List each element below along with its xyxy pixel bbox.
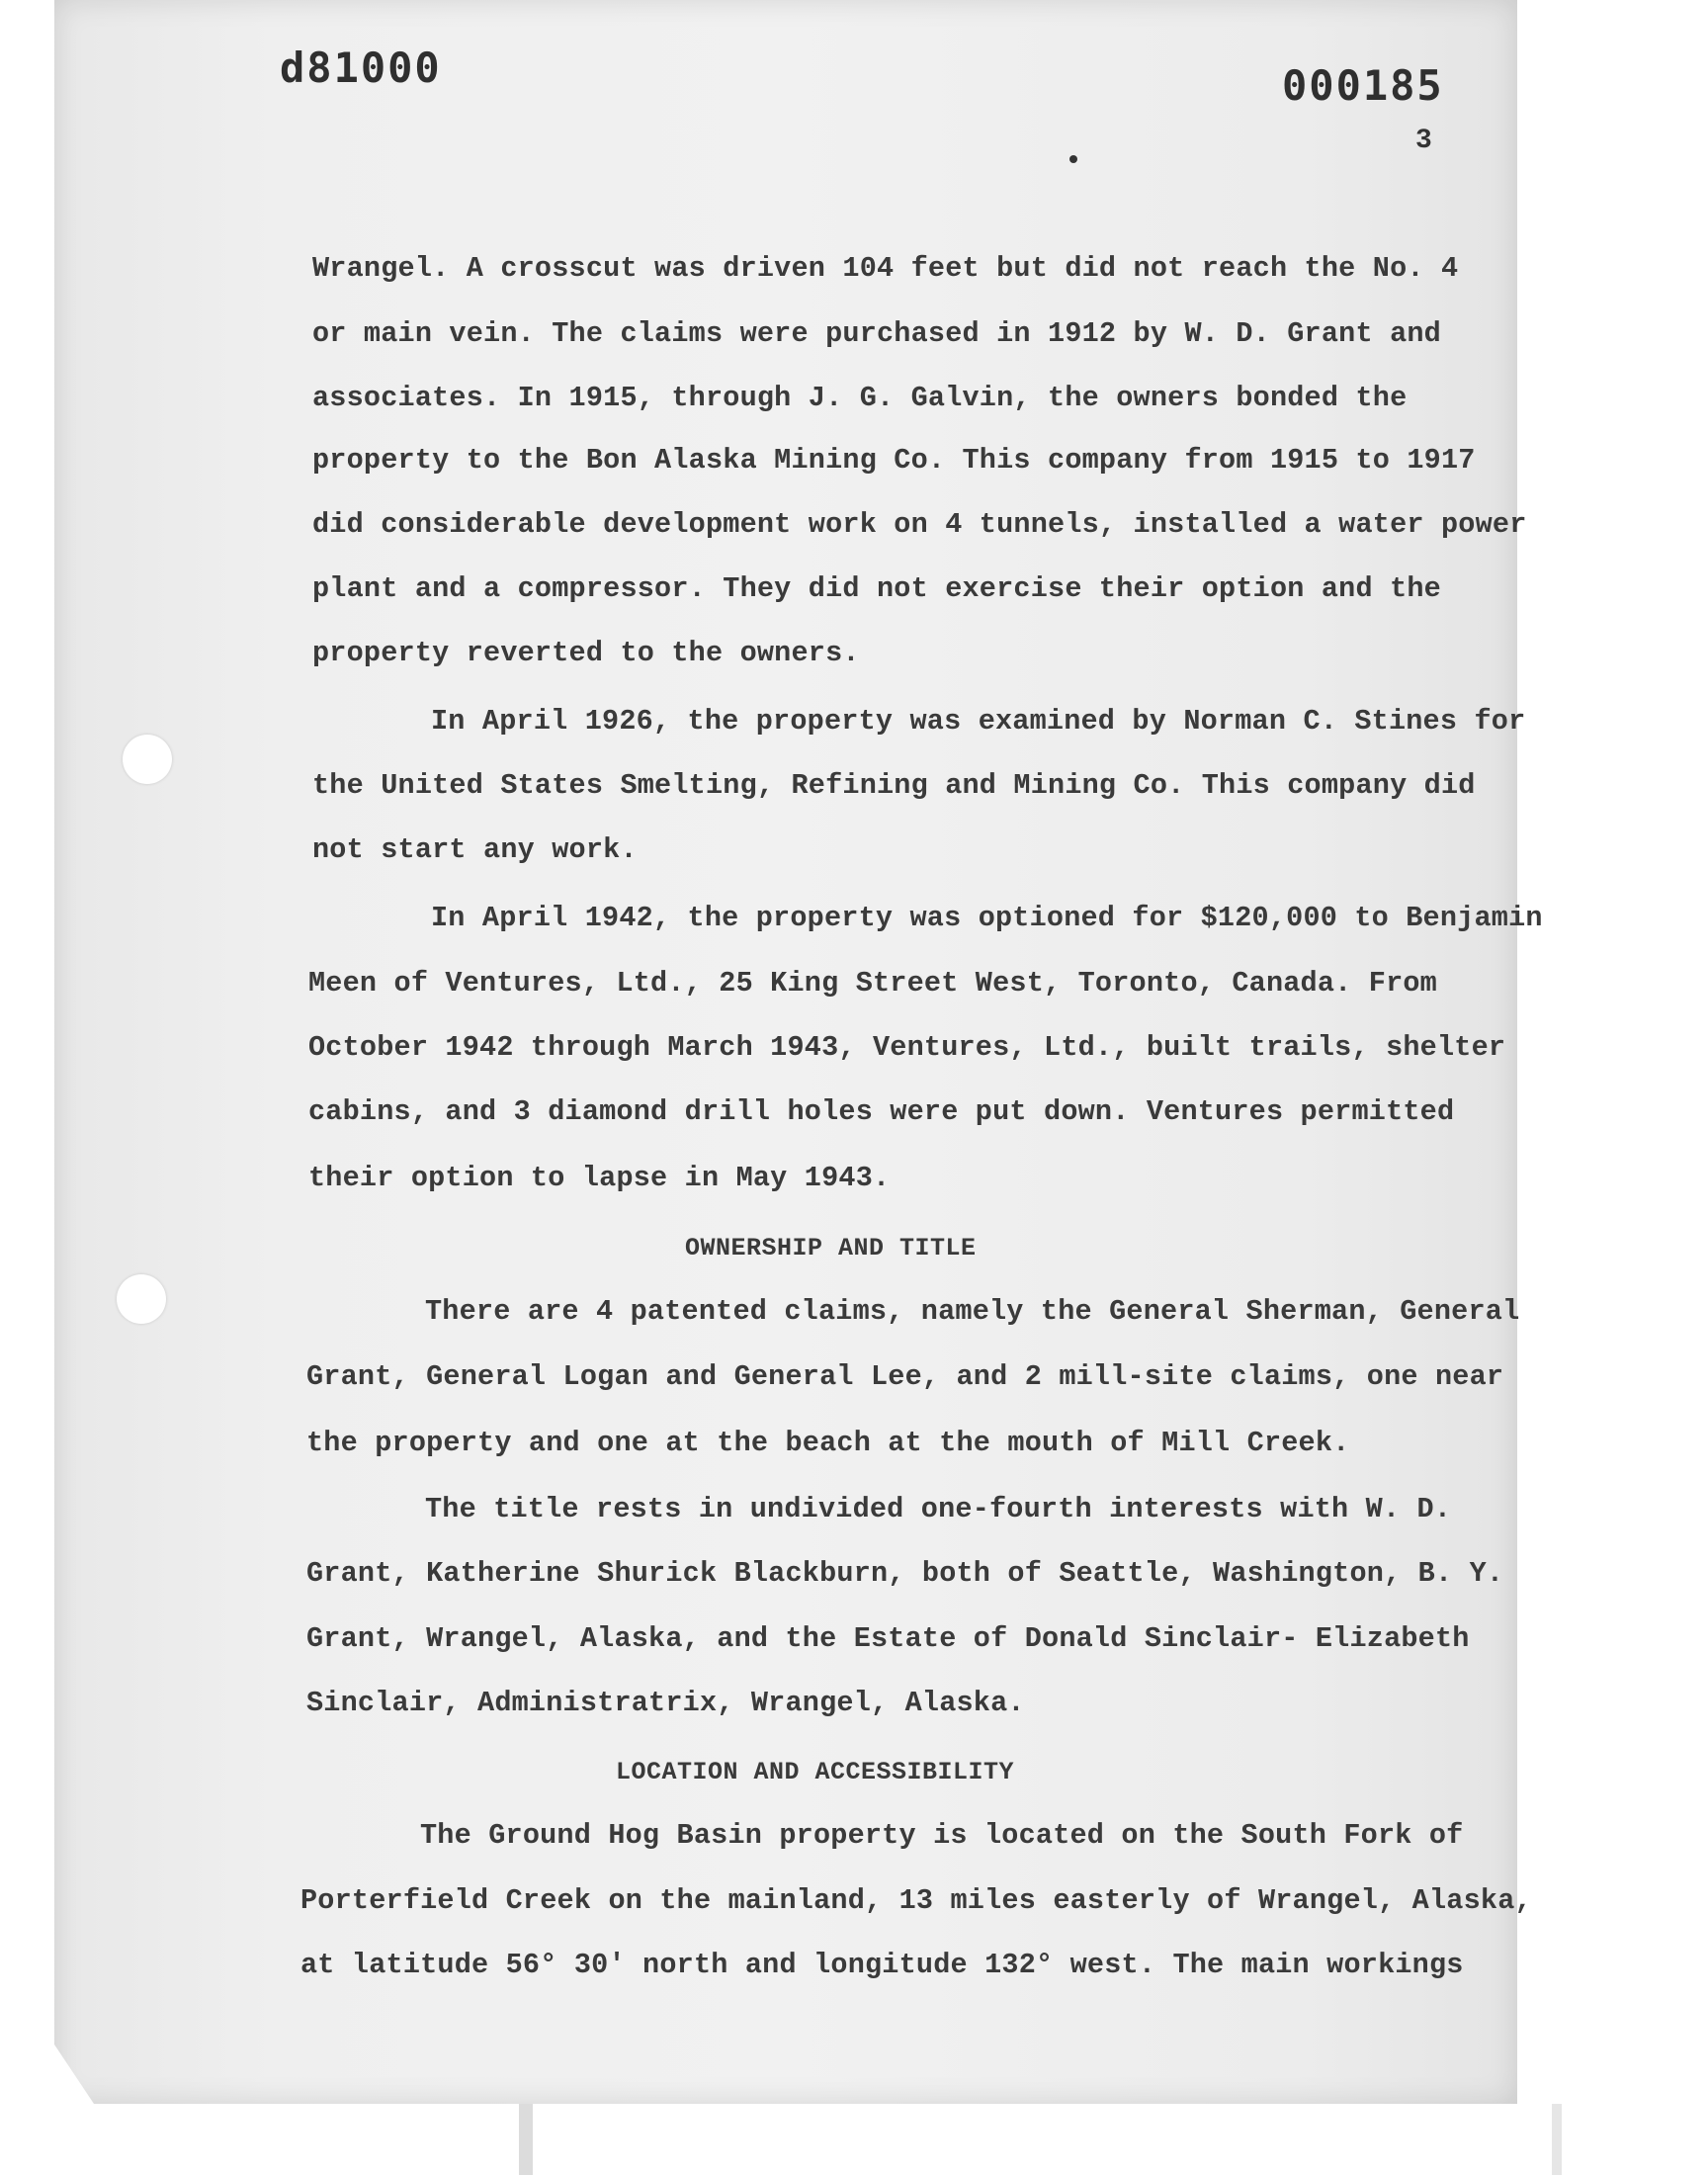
scan-artifact-mark	[1552, 2104, 1562, 2175]
text-line: Sinclair, Administratrix, Wrangel, Alaska.	[306, 1687, 1025, 1719]
punch-hole	[117, 1274, 166, 1324]
text-line: associates. In 1915, through J. G. Galvin, the owners bonded the	[312, 382, 1408, 414]
document-control-number-left: d81000	[280, 44, 442, 92]
text-line: In April 1942, the property was optioned for $120,000 to Benjamin	[431, 902, 1543, 934]
text-line: did considerable development work on 4 tunnels, installed a water power	[312, 508, 1527, 541]
text-line: There are 4 patented claims, namely the General Sherman, General	[425, 1295, 1520, 1328]
section-heading-ownership: OWNERSHIP AND TITLE	[685, 1234, 977, 1262]
section-heading-location: LOCATION AND ACCESSIBILITY	[616, 1758, 1015, 1786]
scan-artifact-mark	[519, 2104, 533, 2175]
text-line: property to the Bon Alaska Mining Co. This company from 1915 to 1917	[312, 444, 1476, 477]
text-line: The title rests in undivided one-fourth interests with W. D.	[425, 1493, 1452, 1525]
text-line: plant and a compressor. They did not exercise their option and the	[312, 572, 1441, 605]
text-line: property reverted to the owners.	[312, 637, 860, 669]
text-line: Grant, Wrangel, Alaska, and the Estate of Donald Sinclair- Elizabeth	[306, 1622, 1470, 1655]
text-line: Porterfield Creek on the mainland, 13 miles easterly of Wrangel, Alaska,	[300, 1884, 1532, 1917]
text-line: their option to lapse in May 1943.	[308, 1162, 891, 1194]
text-line: The Ground Hog Basin property is located on the South Fork of	[420, 1819, 1464, 1852]
text-line: October 1942 through March 1943, Ventures, Ltd., built trails, shelter	[308, 1031, 1506, 1064]
text-line: cabins, and 3 diamond drill holes were put down. Ventures permitted	[308, 1095, 1455, 1128]
text-line: Wrangel. A crosscut was driven 104 feet but did not reach the No. 4	[312, 252, 1459, 285]
text-line: not start any work.	[312, 833, 638, 866]
document-control-number-right: 000185	[1282, 61, 1444, 110]
text-line: the property and one at the beach at the mouth of Mill Creek.	[306, 1427, 1350, 1459]
text-line: the United States Smelting, Refining and Mining Co. This company did	[312, 769, 1476, 802]
folded-corner	[54, 2044, 94, 2104]
text-line: Meen of Ventures, Ltd., 25 King Street West, Toronto, Canada. From	[308, 967, 1437, 1000]
text-line: In April 1926, the property was examined by Norman C. Stines for	[431, 705, 1526, 738]
punch-hole	[123, 735, 172, 784]
text-line: at latitude 56° 30' north and longitude 132° west. The main workings	[300, 1949, 1464, 1981]
text-line: or main vein. The claims were purchased in 1912 by W. D. Grant and	[312, 317, 1441, 350]
scan-margin	[0, 2104, 1708, 2175]
ink-dot	[1069, 155, 1077, 163]
text-line: Grant, General Logan and General Lee, and 2 mill-site claims, one near	[306, 1360, 1504, 1393]
page-number: 3	[1415, 126, 1432, 156]
text-line: Grant, Katherine Shurick Blackburn, both of Seattle, Washington, B. Y.	[306, 1557, 1504, 1590]
